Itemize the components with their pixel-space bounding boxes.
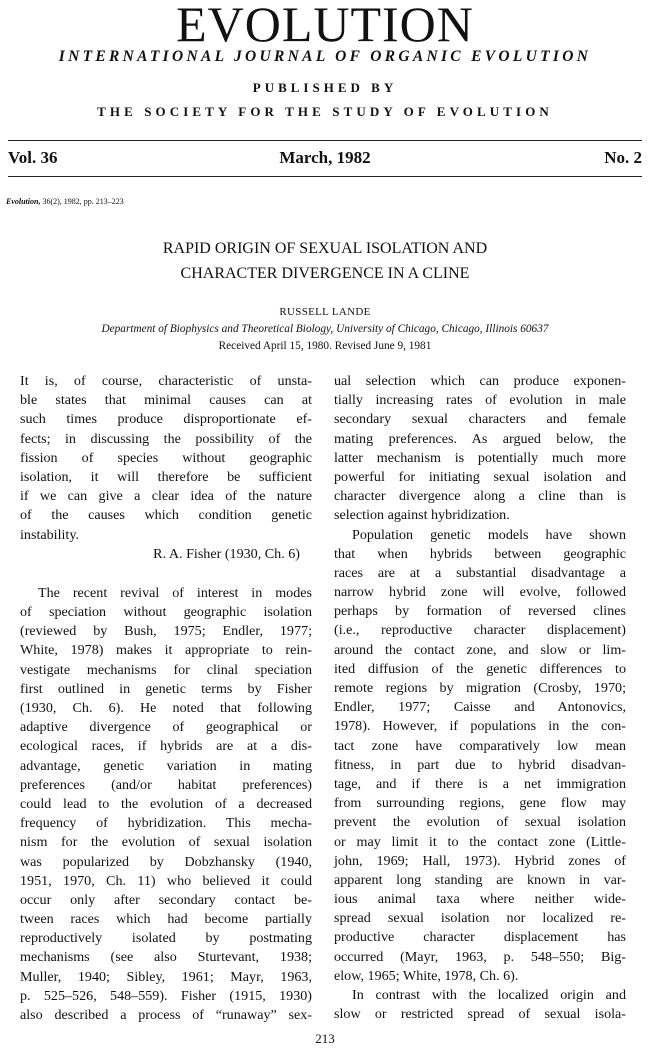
author-affiliation: Department of Biophysics and Theoretical Biology, University of Chicago, Chicago, Illinois 60637 [101, 323, 549, 335]
text-line: prevent the evolution of sexual isolation [334, 814, 626, 831]
text-line: narrow hybrid zone will evolve, followed [334, 584, 626, 601]
text-line: occur only after secondary contact be- [20, 891, 312, 908]
text-line: 1951, 1970, Ch. 11) who believed it could [20, 872, 312, 889]
article-title-line: RAPID ORIGIN OF SEXUAL ISOLATION AND [162, 240, 488, 257]
epigraph-attribution: R. A. Fisher (1930, Ch. 6) [153, 545, 300, 562]
text-line: The recent revival of interest in modes [38, 584, 312, 601]
text-line: selection against hybridization. [334, 507, 510, 524]
text-line: frequency of hybridization. This mecha- [20, 815, 312, 832]
text-line: powerful for initiating sexual isolation and [334, 468, 626, 485]
issue-info [8, 148, 642, 170]
text-line: could lead to the evolution of a decreased [20, 795, 312, 812]
text-line: preferences (and/or habitat preferences) [20, 776, 312, 793]
article-title-line: CHARACTER DIVERGENCE IN A CLINE [180, 265, 470, 282]
text-line: tage, and if there is a net immigration [334, 775, 626, 792]
text-line: adaptive divergence of geographical or [20, 719, 312, 736]
text-line: occurred (Mayr, 1963, p. 548–550; Big- [334, 948, 626, 965]
text-line: that when hybrids between geographic [334, 545, 626, 562]
issue-number: No. 2 [604, 148, 642, 167]
left-column [20, 372, 312, 1025]
text-line: productive character displacement has [334, 929, 626, 946]
page-number: 213 [315, 1031, 335, 1046]
text-line: tween races which had become partially [20, 911, 312, 928]
body-paragraph [334, 372, 626, 526]
text-line: nism for the evolution of sexual isolation [20, 834, 312, 851]
text-line: secondary sexual characters and female [334, 411, 626, 428]
citation-details: 36(2), 1982, pp. 213–223 [40, 197, 124, 206]
text-line: perhaps by formation of reversed clines [334, 603, 626, 620]
text-line: john, 1969; Hall, 1973). Hybrid zones of [334, 852, 626, 869]
text-line: (1930, Ch. 6). He noted that following [20, 700, 312, 716]
body-paragraph [334, 986, 626, 1024]
text-line: tially increasing rates of evolution in male [334, 392, 626, 409]
text-line: if we can give a clear idea of the nature [20, 488, 312, 505]
published-by: PUBLISHED BY [252, 80, 398, 95]
text-line: ual selection which can produce exponen- [334, 373, 626, 389]
text-line: (reviewed by Bush, 1975; Endler, 1977; [20, 623, 312, 640]
citation-line [6, 197, 124, 206]
text-line: apparent long standing are known in var- [334, 871, 626, 888]
text-line: races are at a substantial disadvantage a [334, 564, 626, 581]
text-line: of the causes which condition genetic [20, 507, 312, 524]
text-line: 1978). However, if populations in the con- [334, 718, 626, 735]
text-line: remote regions by migration (Crosby, 1970; [334, 680, 626, 696]
text-line: Endler, 1977; Caisse and Antonovics, [334, 699, 626, 716]
text-line: of speciation without geographic isolation [20, 604, 312, 621]
journal-subtitle: INTERNATIONAL JOURNAL OF ORGANIC EVOLUTION [58, 48, 592, 65]
text-line: such times produce disproportionate ef- [20, 411, 312, 428]
text-line: mechanisms (see also Sturtevant, 1938; [20, 949, 312, 966]
citation-journal: Evolution, [6, 197, 41, 206]
society-name: THE SOCIETY FOR THE STUDY OF EVOLUTION [97, 104, 553, 119]
text-line: fitness, in part due to hybrid disadvan- [334, 756, 626, 773]
text-line: ious animal taxa where neither wide- [334, 891, 626, 908]
text-line: advantage, genetic variation in mating [20, 757, 312, 774]
text-line: tact zone have comparatively low mean [334, 737, 626, 754]
text-line: It is, of course, characteristic of unsta- [20, 373, 312, 389]
journal-title: EVOLUTION [176, 0, 474, 52]
received-dates: Received April 15, 1980. Revised June 9, 1981 [218, 340, 432, 352]
text-line: mating preferences. As argued below, the [334, 430, 626, 447]
text-line: slow or restricted spread of sexual isola- [334, 1006, 626, 1023]
text-line: ble states that minimal causes can at [20, 392, 312, 409]
article-author: RUSSELL LANDE [279, 306, 371, 318]
text-line: from surrounding regions, gene flow may [334, 795, 626, 812]
text-line: fects; in discussing the possibility of the [20, 430, 312, 447]
text-line: White, 1978) makes it appropriate to rein- [20, 642, 312, 659]
text-line: isolation, it will therefore be sufficient [20, 468, 312, 485]
text-line: or may limit it to the contact zone (Little- [334, 833, 626, 850]
issue-volume: Vol. 36 [8, 148, 58, 167]
bottom-rule [8, 176, 642, 177]
right-column [334, 372, 626, 1024]
text-line: elow, 1965; White, 1978, Ch. 6). [334, 967, 519, 984]
top-rule [8, 140, 642, 141]
text-line: also described a process of “runaway” sex- [20, 1007, 312, 1023]
text-line: Population genetic models have shown [352, 526, 626, 543]
text-line: (i.e., reproductive character displacement) [334, 622, 626, 639]
text-line: was popularized by Dobzhansky (1940, [20, 853, 312, 870]
text-line: p. 525–526, 548–559). Fisher (1915, 1930) [20, 987, 312, 1004]
text-line: character divergence along a cline than is [334, 488, 626, 505]
body-paragraph [20, 584, 312, 1025]
body-paragraph [334, 526, 626, 987]
text-line: latter mechanism is potentially much more [334, 449, 626, 466]
text-line: spread sexual isolation nor localized re- [334, 910, 626, 927]
text-line: instability. [20, 526, 79, 543]
text-line: first outlined in genetic terms by Fisher [20, 680, 312, 697]
issue-date: March, 1982 [279, 148, 371, 167]
text-line: ited diffusion of the genetic differences to [334, 660, 626, 677]
text-line: around the contact zone, and slow or lim- [334, 641, 626, 658]
text-line: In contrast with the localized origin and [352, 987, 626, 1003]
text-line: reproductively isolated by postmating [20, 930, 312, 947]
text-line: vestigate mechanisms for clinal speciation [20, 661, 312, 678]
text-line: ecological races, if hybrids are at a dis- [20, 738, 312, 755]
epigraph [20, 372, 312, 564]
article-title [0, 236, 650, 286]
text-line: fission of species without geographic [20, 449, 312, 466]
text-line: Muller, 1940; Sibley, 1961; Mayr, 1963, [20, 968, 312, 985]
